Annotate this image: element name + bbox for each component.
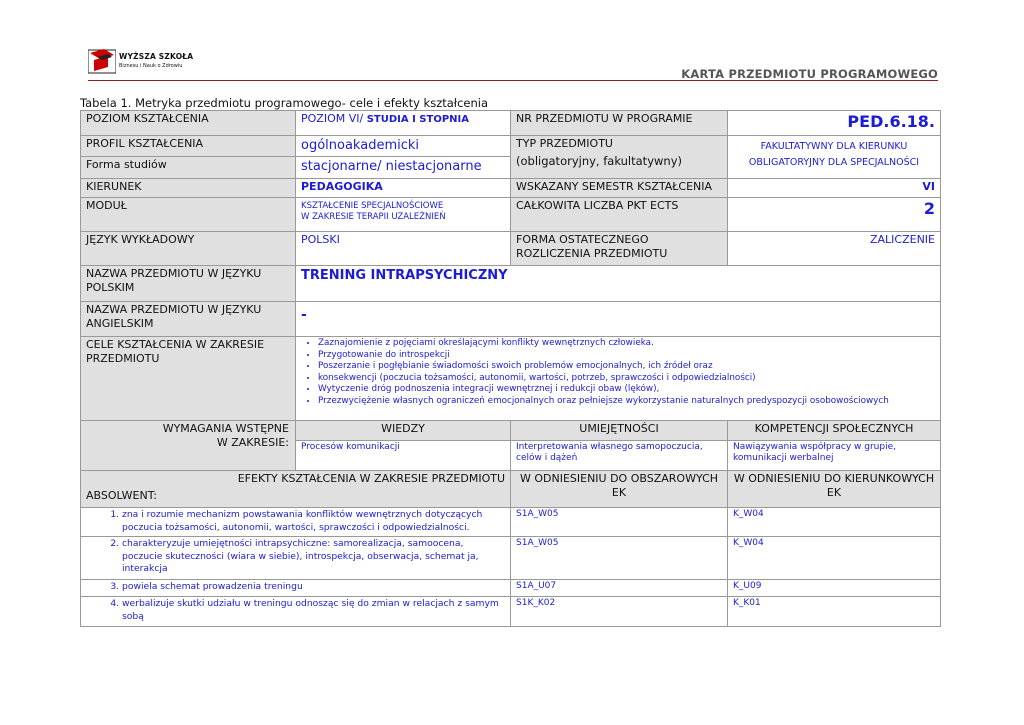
efekty-kierunek-header: W ODNIESIENIU DO KIERUNKOWYCH EK: [728, 471, 941, 508]
table-row: [81, 597, 941, 627]
efekt-item: 1. zna i rozumie mechanizm powstawania konfliktów wewnętrznych dotyczących poczucia tożsamości, autonomii, wartości, sprawczości i odpowiedzialności.: [122, 509, 505, 534]
modul-label: MODUŁ: [81, 198, 296, 232]
document-title: KARTA PRZEDMIOTU PROGRAMOWEGO: [681, 67, 938, 81]
table-row: [81, 198, 941, 232]
efekt-text-cell: [81, 580, 511, 597]
efekty-header-line2: ABSOLWENT:: [86, 489, 157, 502]
table-row: [81, 471, 941, 508]
efekt-obszar: S1A_W05: [511, 537, 728, 580]
efekt-kierunek: K_W04: [728, 508, 941, 537]
table-row: [81, 111, 941, 136]
typ-label-sub: (obligatoryjny, fakultatywny): [516, 154, 682, 168]
efekt-text-cell: [81, 537, 511, 580]
semestr-label: WSKAZANY SEMESTR KSZTAŁCENIA: [511, 179, 728, 198]
efekt-item: 4. werbalizuje skutki udziału w treningu odnosząc się do zmian w relacjach z samym sobą: [122, 598, 505, 623]
nr-label: NR PRZEDMIOTU W PROGRAMIE: [511, 111, 728, 136]
efekty-header-line1: EFEKTY KSZTAŁCENIA W ZAKRESIE PRZEDMIOTU: [237, 472, 505, 485]
wymagania-wiedzy-value: Procesów komunikacji: [296, 441, 511, 471]
poziom-value-part: POZIOM VI/: [301, 112, 367, 125]
table-row: [81, 337, 941, 421]
poziom-value: [296, 111, 511, 136]
ects-value: 2: [728, 198, 941, 232]
nazwa-pl-label: [81, 266, 296, 302]
cele-label-line2: PRZEDMIOTU: [86, 352, 160, 365]
nazwa-pl-label-line1: NAZWA PRZEDMIOTU W JĘZYKU: [86, 267, 262, 280]
wymagania-kompetencji-value: Nawiązywania współpracy w grupie, komunikacji werbalnej: [728, 441, 941, 471]
school-logo: [88, 47, 204, 77]
efekt-obszar: S1K_K02: [511, 597, 728, 627]
wymagania-umiejetnosci-value: Interpretowania własnego samopoczucia, celów i dążeń: [511, 441, 728, 471]
nazwa-pl-label-line2: POLSKIM: [86, 281, 135, 294]
profil-value: ogólnoakademicki: [296, 136, 511, 157]
efekt-text-cell: [81, 508, 511, 537]
header-divider: [88, 80, 938, 81]
list-item: • Poszerzanie i pogłębianie świadomości swoich problemów emocjonalnych, ich źródeł oraz: [318, 361, 935, 373]
efekt-kierunek: K_U09: [728, 580, 941, 597]
list-item: • Przygotowanie do introspekcji: [318, 350, 935, 362]
typ-value: [728, 136, 941, 179]
cele-label: [81, 337, 296, 421]
efekt-obszar: S1A_W05: [511, 508, 728, 537]
logo-name: WYŻSZA SZKOŁA: [119, 52, 194, 61]
table-caption: Tabela 1. Metryka przedmiotu programowego- cele i efekty kształcenia: [80, 96, 488, 110]
efekt-obszar: S1A_U07: [511, 580, 728, 597]
rozliczenie-label-line2: ROZLICZENIA PRZEDMIOTU: [516, 247, 668, 260]
nazwa-en-label-line2: ANGIELSKIM: [86, 317, 154, 330]
ects-label: CAŁKOWITA LICZBA PKT ECTS: [511, 198, 728, 232]
table-row: [81, 580, 941, 597]
table-row: [81, 508, 941, 537]
wymagania-label-line2: W ZAKRESIE:: [216, 436, 289, 449]
poziom-value-stage: STUDIA I STOPNIA: [366, 114, 469, 125]
wymagania-wiedzy-header: WIEDZY: [296, 421, 511, 441]
list-item: • Przezwyciężenie własnych ograniczeń emocjonalnych oraz pełniejsze wykorzystanie naturalnych predyspozycji osobowościowych: [318, 396, 935, 408]
cele-label-line1: CELE KSZTAŁCENIA W ZAKRESIE: [86, 338, 265, 351]
table-row: [81, 136, 941, 157]
typ-label-text: TYP PRZEDMIOTU: [516, 137, 613, 150]
modul-value-line2: W ZAKRESIE TERAPII UZALEŻNIEŃ: [301, 212, 446, 222]
graduation-cap-icon: [88, 47, 116, 75]
nazwa-en-value: -: [296, 302, 941, 337]
efekt-list: [86, 598, 505, 623]
efekt-kierunek: K_K01: [728, 597, 941, 627]
wymagania-label-line1: WYMAGANIA WSTĘPNE: [162, 422, 289, 435]
nazwa-en-label-line1: NAZWA PRZEDMIOTU W JĘZYKU: [86, 303, 262, 316]
table-row: [81, 179, 941, 198]
modul-value: [296, 198, 511, 232]
efekt-item: 3. powiela schemat prowadzenia treningu: [122, 581, 505, 594]
kierunek-value: PEDAGOGIKA: [296, 179, 511, 198]
kierunek-label: KIERUNEK: [81, 179, 296, 198]
jezyk-value: POLSKI: [296, 232, 511, 266]
table-row: [81, 302, 941, 337]
efekt-kierunek: K_W04: [728, 537, 941, 580]
nr-value: PED.6.18.: [728, 111, 941, 136]
modul-value-line1: KSZTAŁCENIE SPECJALNOŚCIOWE: [301, 201, 444, 211]
efekt-list: [86, 581, 505, 594]
wymagania-kompetencji-header: KOMPETENCJI SPOŁECZNYCH: [728, 421, 941, 441]
semestr-value: VI: [728, 179, 941, 198]
nazwa-en-label: [81, 302, 296, 337]
typ-value-line2: OBLIGATORYJNY DLA SPECJALNOŚCI: [748, 157, 920, 168]
rozliczenie-label: [511, 232, 728, 266]
wymagania-umiejetnosci-header: UMIEJĘTNOŚCI: [511, 421, 728, 441]
efekty-header-label: [81, 471, 511, 508]
profil-label: PROFIL KSZTAŁCENIA: [81, 136, 296, 157]
table-row: [81, 232, 941, 266]
forma-label: Forma studiów: [81, 157, 296, 179]
list-item: • Zaznajomienie z pojęciami określającymi konflikty wewnętrznych człowieka.: [318, 338, 935, 350]
forma-value: stacjonarne/ niestacjonarne: [296, 157, 511, 179]
efekt-list: [86, 538, 505, 576]
logo-subtitle: Biznesu i Nauk o Zdrowiu: [119, 63, 183, 69]
jezyk-label: JĘZYK WYKŁADOWY: [81, 232, 296, 266]
rozliczenie-value: ZALICZENIE: [728, 232, 941, 266]
efekt-item: 2. charakteryzuje umiejętności intrapsychiczne: samorealizacja, samoocena, poczucie skuteczności (wiara w siebie), introspekcja, obserwacja, schemat ja, interakcja: [122, 538, 505, 576]
table-row: [81, 421, 941, 441]
rozliczenie-label-line1: FORMA OSTATECZNEGO: [516, 233, 649, 246]
efekt-list: [86, 509, 505, 534]
table-row: [81, 266, 941, 302]
course-metrics-table: [80, 110, 941, 627]
poziom-label: POZIOM KSZTAŁCENIA: [81, 111, 296, 136]
cele-list-cell: [296, 337, 941, 421]
efekty-obszar-header: W ODNIESIENIU DO OBSZAROWYCH EK: [511, 471, 728, 508]
list-item: • konsekwencji (poczucia tożsamości, autonomii, wartości, potrzeb, sprawczości i odpowiedzialności): [318, 373, 935, 385]
wymagania-label: [81, 421, 296, 471]
cele-list: [301, 338, 935, 407]
nazwa-pl-value: TRENING INTRAPSYCHICZNY: [296, 266, 941, 302]
table-row: [81, 537, 941, 580]
list-item: • Wytyczenie dróg podnoszenia integracji wewnętrznej i redukcji obaw (lęków),: [318, 384, 935, 396]
efekt-text-cell: [81, 597, 511, 627]
typ-label: [511, 136, 728, 179]
typ-value-line1: FAKULTATYWNY DLA KIERUNKU: [760, 141, 908, 152]
